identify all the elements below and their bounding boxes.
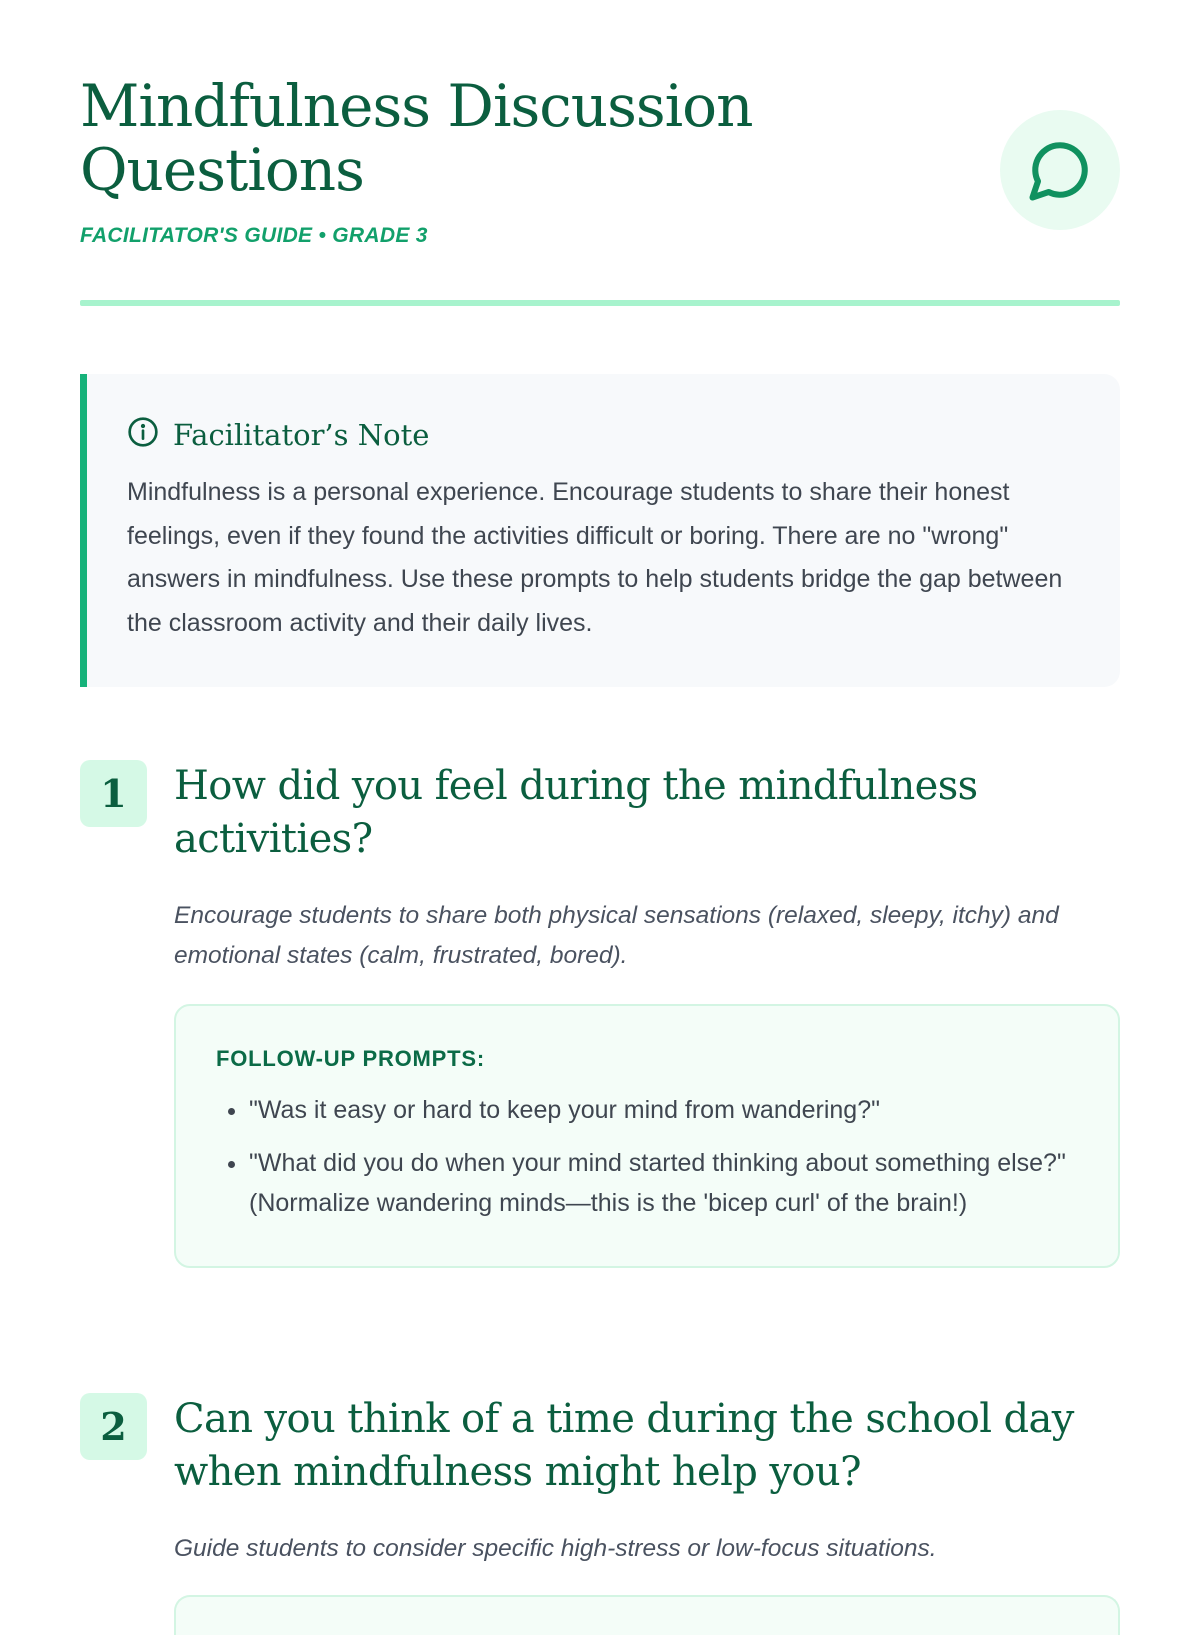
question-number-badge: 1 — [80, 760, 147, 827]
note-title: Facilitator’s Note — [173, 417, 430, 452]
question-2 — [80, 1393, 1120, 1635]
note-header — [127, 416, 1070, 453]
question-text: Can you think of a time during the school day when mindfulness might help you? — [174, 1396, 1074, 1495]
followup-box — [174, 1595, 1120, 1635]
question-guide: Guide students to consider specific high-stress or low-focus situations. — [174, 1535, 937, 1562]
chat-bubble-icon — [1000, 110, 1120, 230]
question-guide: Encourage students to share both physical sensations (relaxed, sleepy, itchy) and emotional states (calm, frustrated, bored). — [174, 902, 1059, 969]
note-body: Mindfulness is a personal experience. Encourage students to share their honest feelings, even if they found the activities difficult or boring. There are no "wrong" answers in mindfulness. Use these prompts to help students bridge the gap between the classroom activity and their daily lives. — [127, 478, 1063, 637]
followup-list — [216, 1090, 1078, 1223]
question-number-badge: 2 — [80, 1393, 147, 1460]
followup-item: • "Was it easy or hard to keep your mind from wandering?" — [249, 1090, 1078, 1130]
facilitator-note — [80, 374, 1120, 687]
question-text: How did you feel during the mindfulness activities? — [174, 763, 978, 862]
info-icon — [127, 416, 159, 453]
header-divider — [80, 300, 1120, 306]
followup-item: • "What did you do when your mind started thinking about something else?" (Normalize wandering minds—this is the 'bicep curl' of the brain!) — [249, 1143, 1078, 1223]
followup-box — [174, 1004, 1120, 1268]
page-subtitle: FACILITATOR'S GUIDE • GRADE 3 — [80, 224, 428, 247]
page-title: Mindfulness Discussion Questions — [80, 72, 753, 204]
page-header — [80, 74, 1120, 248]
question-1 — [80, 760, 1120, 1268]
followup-title: FOLLOW-UP PROMPTS: — [216, 1046, 485, 1071]
